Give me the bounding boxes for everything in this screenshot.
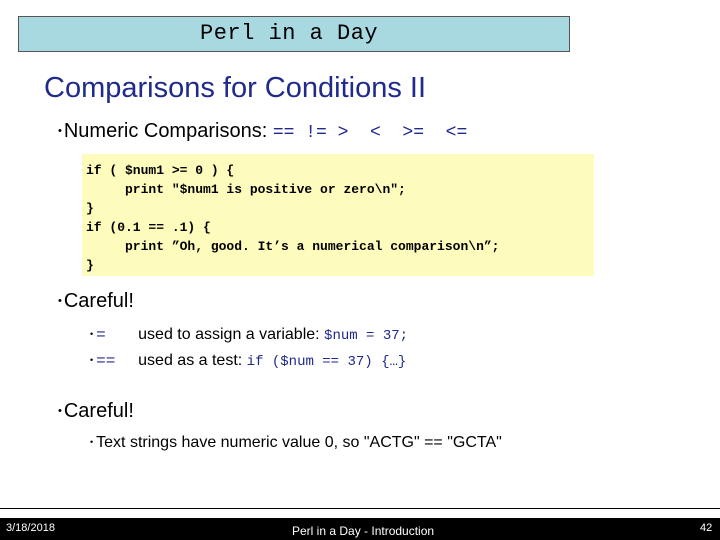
sub-bullet-text-strings <box>90 434 502 452</box>
header-title: Perl in a Day <box>200 21 379 46</box>
assign-code: $num = 37; <box>324 328 409 344</box>
page-number: 42 <box>700 522 713 534</box>
bullet-dot: • <box>58 295 62 307</box>
test-code: if ($num == 37) {…} <box>246 354 407 370</box>
sub-bullet-dot: • <box>90 355 94 365</box>
sub-bullet-test <box>90 352 406 370</box>
text-strings-note: Text strings have numeric value 0, so "ACTG" == "GCTA" <box>96 434 502 451</box>
bullet-careful-1 <box>58 290 134 313</box>
code-text: if ( $num1 >= 0 ) { print "$num1 is positive or zero\n"; } if (0.1 == .1) { print ”Oh, good. It’s a numerical comparison\n”; } <box>86 163 500 273</box>
test-text: used as a test: <box>138 352 247 369</box>
footer-date: 3/18/2018 <box>6 522 55 534</box>
footer-divider <box>0 508 720 509</box>
assign-operator: = <box>96 326 106 344</box>
bullet-numeric-comparisons <box>58 120 467 143</box>
bullet-careful-2 <box>58 400 134 423</box>
sub-bullet-dot: • <box>90 437 94 447</box>
bullet-text: Careful! <box>63 290 134 312</box>
sub-bullet-dot: • <box>90 329 94 339</box>
bullet-dot: • <box>58 405 62 417</box>
bullet-text: Careful! <box>63 400 134 422</box>
footer-title: Perl in a Day - Introduction <box>292 524 435 538</box>
code-block <box>82 154 594 276</box>
bullet-text: Numeric Comparisons: <box>63 120 273 142</box>
slide-title: Comparisons for Conditions II <box>44 72 426 104</box>
operators-list: == != > < >= <= <box>272 123 468 143</box>
sub-bullet-assign <box>90 326 408 344</box>
bullet-dot: • <box>58 125 62 137</box>
test-operator: == <box>96 352 116 370</box>
assign-text: used to assign a variable: <box>138 326 325 343</box>
